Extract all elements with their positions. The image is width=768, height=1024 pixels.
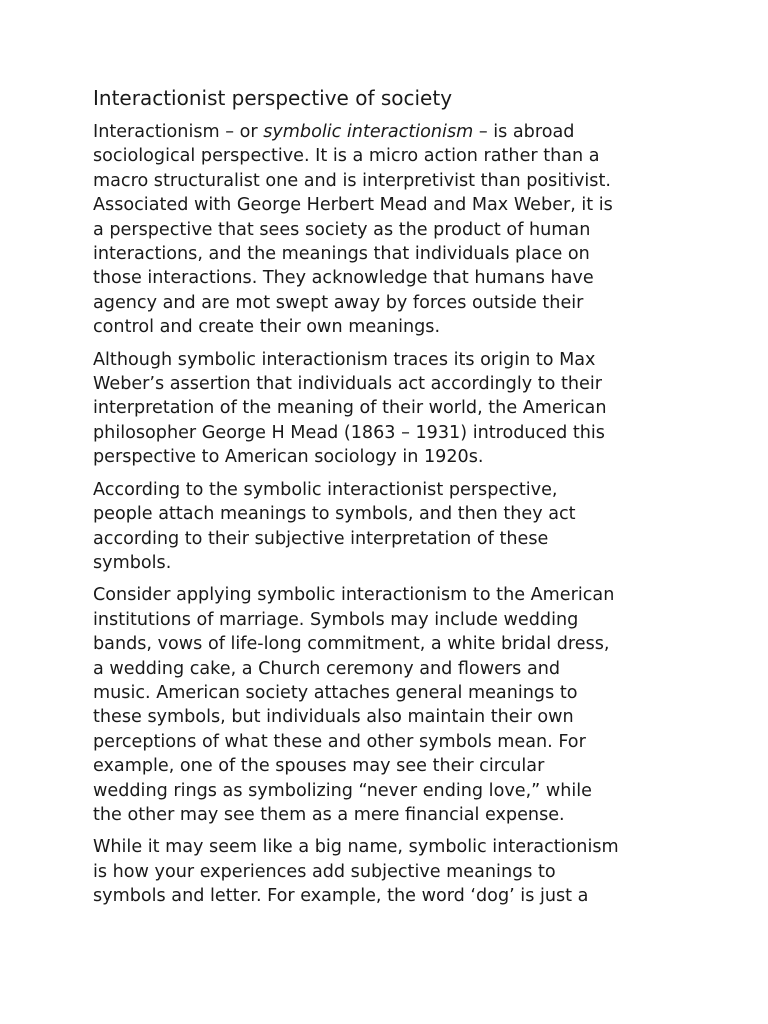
text-line: perspective to American sociology in 1920s. <box>93 447 484 468</box>
text-line: a perspective that sees society as the product of human <box>93 219 591 240</box>
text-line: wedding rings as symbolizing “never ending love,” while <box>93 780 593 801</box>
text-line: control and create their own meanings. <box>93 317 441 338</box>
italic-term: symbolic interactionism <box>263 122 474 142</box>
text-line: Consider applying symbolic interactionism to the American <box>93 585 615 606</box>
text-line: people attach meanings to symbols, and then they act <box>93 504 576 525</box>
text-line: macro structuralist one and is interpretivist than positivist. <box>93 170 611 191</box>
text-line: sociological perspective. It is a micro action rather than a <box>93 146 600 167</box>
text-line: Weber’s assertion that individuals act accordingly to their <box>93 374 602 395</box>
text-line: music. American society attaches general meanings to <box>93 682 578 703</box>
text-line: bands, vows of life-long commitment, a white bridal dress, <box>93 634 610 655</box>
paragraph-1 <box>93 120 683 340</box>
text-line: symbols. <box>93 552 172 573</box>
text-line: interactions, and the meanings that individuals place on <box>93 244 590 265</box>
text-line: institutions of marriage. Symbols may include wedding <box>93 609 579 630</box>
paragraph-3 <box>93 478 683 576</box>
text-line: While it may seem like a big name, symbolic interactionism <box>93 837 619 858</box>
text-line: the other may see them as a mere financial expense. <box>93 804 565 825</box>
text-line: those interactions. They acknowledge that humans have <box>93 268 594 289</box>
text-line: According to the symbolic interactionist perspective, <box>93 479 558 500</box>
document-page <box>93 84 683 917</box>
text-line: symbols and letter. For example, the word ‘dog’ is just a <box>93 886 589 907</box>
text-line: philosopher George H Mead (1863 – 1931) introduced this <box>93 422 605 443</box>
page-title: Interactionist perspective of society <box>93 86 453 110</box>
text-line: is how your experiences add subjective meanings to <box>93 861 556 882</box>
text-line: perceptions of what these and other symbols mean. For <box>93 731 586 752</box>
text-line: interpretation of the meaning of their world, the American <box>93 398 607 419</box>
text-line: these symbols, but individuals also maintain their own <box>93 707 574 728</box>
text-line: agency and are mot swept away by forces outside their <box>93 292 584 313</box>
paragraph-1-line-1 <box>93 120 683 144</box>
paragraph-5 <box>93 835 683 908</box>
paragraph-4 <box>93 583 683 827</box>
text-line: a wedding cake, a Church ceremony and flowers and <box>93 658 561 679</box>
text-line: Associated with George Herbert Mead and Max Weber, it is <box>93 195 613 216</box>
text-line: example, one of the spouses may see their circular <box>93 756 545 777</box>
line-text-after: – is abroad <box>473 122 575 142</box>
paragraph-2 <box>93 348 683 470</box>
text-line: according to their subjective interpretation of these <box>93 528 549 549</box>
text-line: Although symbolic interactionism traces its origin to Max <box>93 349 596 370</box>
line-text-before: Interactionism – or <box>93 122 264 142</box>
